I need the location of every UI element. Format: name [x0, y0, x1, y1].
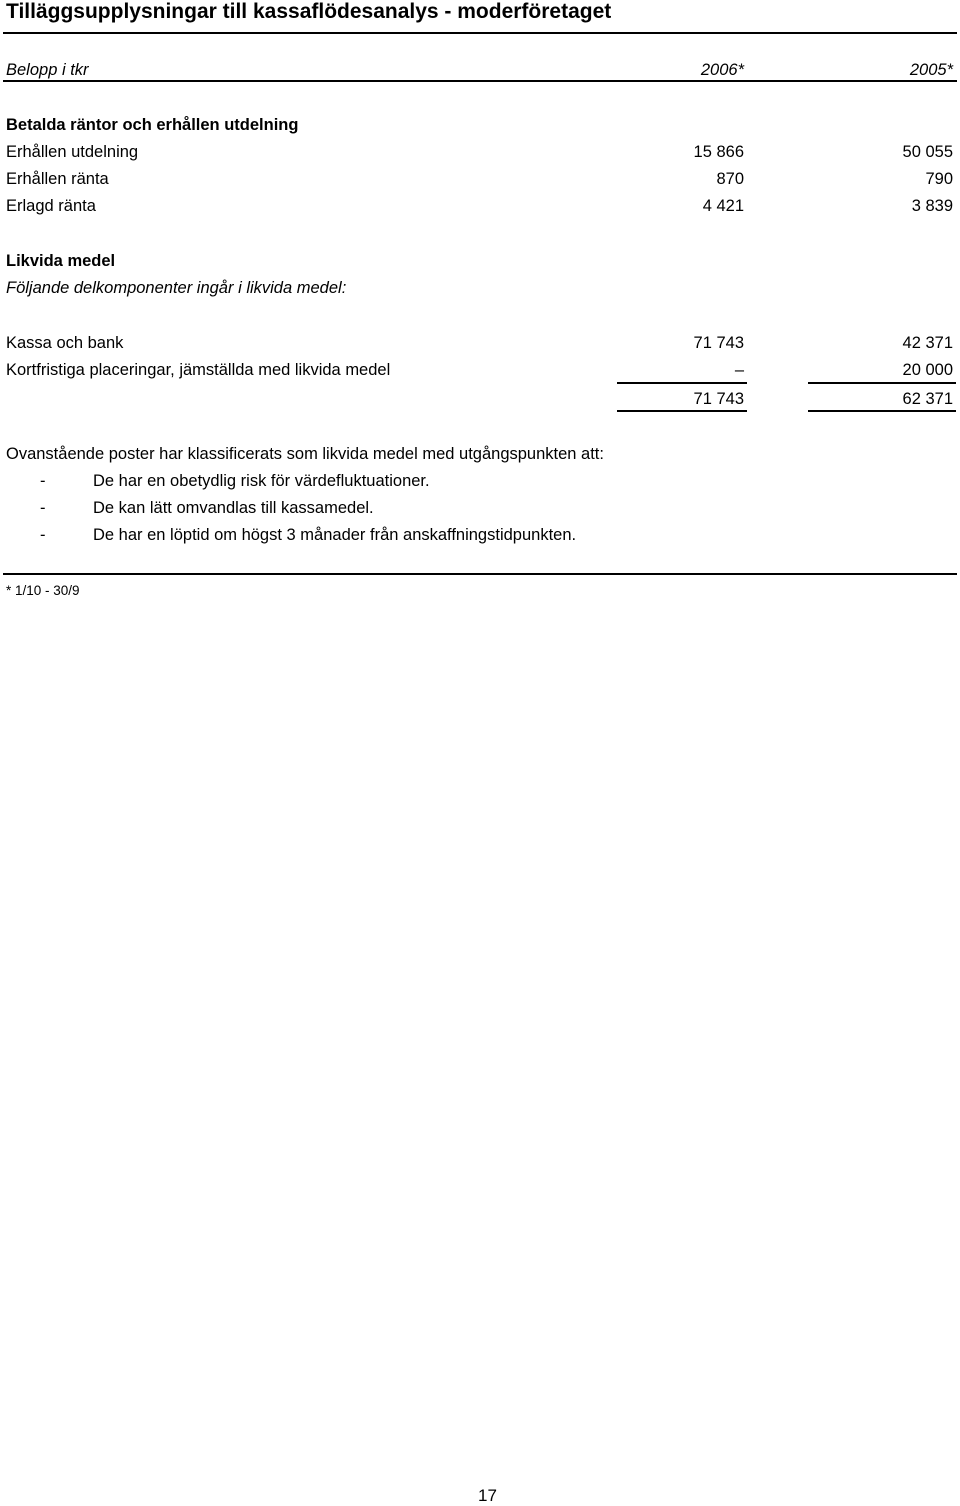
- row-value-2005: 3 839: [911, 197, 953, 215]
- row-label: Erhållen utdelning: [6, 143, 139, 161]
- title-rule: [3, 32, 957, 34]
- row-value-2005: 50 055: [902, 143, 953, 161]
- list-item-text: De har en obetydlig risk för värdefluktuationer.: [93, 472, 430, 490]
- row-label: Erhållen ränta: [6, 170, 109, 188]
- row-label: Kortfristiga placeringar, jämställda med likvida medel: [6, 361, 391, 379]
- footnote: * 1/10 - 30/9: [6, 583, 80, 598]
- section-subheading: Följande delkomponenter ingår i likvida medel:: [6, 279, 347, 297]
- row-label: Kassa och bank: [6, 334, 124, 352]
- subtotal-rule-2006: [617, 382, 747, 384]
- section-heading-cash: Likvida medel: [6, 252, 116, 270]
- list-bullet: -: [40, 499, 46, 517]
- list-item-text: De kan lätt omvandlas till kassamedel.: [93, 499, 374, 517]
- row-value-2006: 71 743: [693, 334, 744, 352]
- row-label: Erlagd ränta: [6, 197, 96, 215]
- note-intro: Ovanstående poster har klassificerats som likvida medel med utgångspunkten att:: [6, 445, 604, 463]
- list-item-text: De har en löptid om högst 3 månader från anskaffningstidpunkten.: [93, 526, 577, 544]
- page-title: Tilläggsupplysningar till kassaflödesanalys - moderföretaget: [6, 0, 612, 23]
- total-value-2005: 62 371: [902, 390, 953, 408]
- row-value-2006: 15 866: [693, 143, 744, 161]
- page-number: 17: [478, 1486, 497, 1505]
- footnote-rule: [3, 573, 957, 575]
- list-bullet: -: [40, 526, 46, 544]
- row-value-2005: 790: [925, 170, 953, 188]
- column-header-2006: 2006*: [700, 61, 744, 79]
- row-value-2005: 42 371: [902, 334, 953, 352]
- subtotal-rule-2005: [808, 382, 956, 384]
- row-value-2005: 20 000: [902, 361, 953, 379]
- total-value-2006: 71 743: [693, 390, 744, 408]
- amount-unit-label: Belopp i tkr: [6, 61, 89, 79]
- list-bullet: -: [40, 472, 46, 490]
- total-rule-2006: [617, 410, 747, 412]
- header-rule: [3, 80, 957, 82]
- row-value-2006: 4 421: [702, 197, 744, 215]
- column-header-2005: 2005*: [909, 61, 953, 79]
- row-value-2006: 870: [716, 170, 744, 188]
- section-heading-interest: Betalda räntor och erhållen utdelning: [6, 116, 299, 134]
- row-value-2006: –: [734, 361, 744, 379]
- total-rule-2005: [808, 410, 956, 412]
